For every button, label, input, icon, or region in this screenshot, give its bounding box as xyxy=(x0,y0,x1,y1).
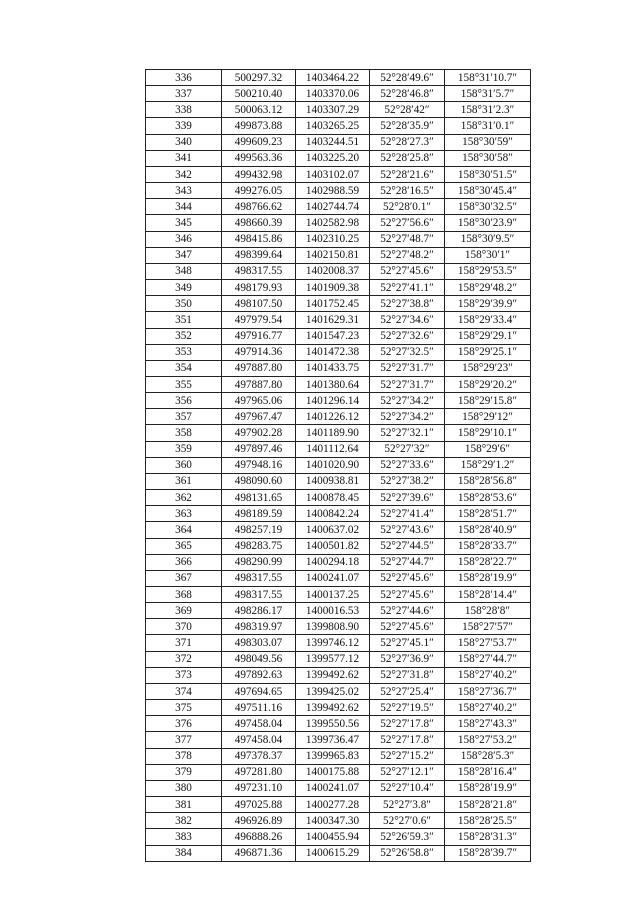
x-coordinate-cell: 498319.97 xyxy=(222,619,296,635)
point-number-cell: 370 xyxy=(146,619,222,635)
y-coordinate-cell: 1401112.64 xyxy=(296,441,370,457)
table-row xyxy=(146,409,531,425)
longitude-cell: 158°30′9.5″ xyxy=(445,231,531,247)
longitude-cell: 158°30′1″ xyxy=(445,247,531,263)
table-row xyxy=(146,312,531,328)
latitude-cell: 52°27′25.4″ xyxy=(370,683,445,699)
table-row xyxy=(146,86,531,102)
longitude-cell: 158°31′0.1″ xyxy=(445,118,531,134)
x-coordinate-cell: 498189.59 xyxy=(222,506,296,522)
y-coordinate-cell: 1399577.12 xyxy=(296,651,370,667)
latitude-cell: 52°28′25.8″ xyxy=(370,150,445,166)
y-coordinate-cell: 1400455.94 xyxy=(296,829,370,845)
latitude-cell: 52°26′58.8″ xyxy=(370,845,445,861)
latitude-cell: 52°27′31.7″ xyxy=(370,360,445,376)
point-number-cell: 380 xyxy=(146,780,222,796)
table-row xyxy=(146,780,531,796)
point-number-cell: 346 xyxy=(146,231,222,247)
point-number-cell: 373 xyxy=(146,667,222,683)
latitude-cell: 52°27′34.2″ xyxy=(370,409,445,425)
table-row xyxy=(146,393,531,409)
x-coordinate-cell: 497025.88 xyxy=(222,797,296,813)
longitude-cell: 158°28′39.7″ xyxy=(445,845,531,861)
x-coordinate-cell: 497694.65 xyxy=(222,683,296,699)
point-number-cell: 365 xyxy=(146,538,222,554)
point-number-cell: 378 xyxy=(146,748,222,764)
y-coordinate-cell: 1399808.90 xyxy=(296,619,370,635)
y-coordinate-cell: 1402582.98 xyxy=(296,215,370,231)
latitude-cell: 52°27′38.8″ xyxy=(370,296,445,312)
longitude-cell: 158°27′53.2″ xyxy=(445,732,531,748)
x-coordinate-cell: 499563.36 xyxy=(222,150,296,166)
longitude-cell: 158°27′36.7″ xyxy=(445,683,531,699)
x-coordinate-cell: 498283.75 xyxy=(222,538,296,554)
x-coordinate-cell: 500063.12 xyxy=(222,102,296,118)
y-coordinate-cell: 1403307.29 xyxy=(296,102,370,118)
x-coordinate-cell: 498766.62 xyxy=(222,199,296,215)
x-coordinate-cell: 499609.23 xyxy=(222,134,296,150)
point-number-cell: 354 xyxy=(146,360,222,376)
y-coordinate-cell: 1400241.07 xyxy=(296,570,370,586)
latitude-cell: 52°27′45.6″ xyxy=(370,619,445,635)
coordinates-table xyxy=(145,69,531,862)
longitude-cell: 158°28′25.5″ xyxy=(445,813,531,829)
x-coordinate-cell: 497902.28 xyxy=(222,425,296,441)
table-row xyxy=(146,732,531,748)
x-coordinate-cell: 499432.98 xyxy=(222,166,296,182)
latitude-cell: 52°27′3.8″ xyxy=(370,797,445,813)
table-row xyxy=(146,247,531,263)
y-coordinate-cell: 1401909.38 xyxy=(296,280,370,296)
longitude-cell: 158°30′32.5″ xyxy=(445,199,531,215)
point-number-cell: 345 xyxy=(146,215,222,231)
y-coordinate-cell: 1400175.88 xyxy=(296,764,370,780)
x-coordinate-cell: 498303.07 xyxy=(222,635,296,651)
point-number-cell: 348 xyxy=(146,263,222,279)
table-row xyxy=(146,764,531,780)
latitude-cell: 52°27′48.2″ xyxy=(370,247,445,263)
latitude-cell: 52°27′19.5″ xyxy=(370,700,445,716)
point-number-cell: 340 xyxy=(146,134,222,150)
point-number-cell: 351 xyxy=(146,312,222,328)
y-coordinate-cell: 1400294.18 xyxy=(296,554,370,570)
y-coordinate-cell: 1401629.31 xyxy=(296,312,370,328)
point-number-cell: 339 xyxy=(146,118,222,134)
table-row xyxy=(146,619,531,635)
point-number-cell: 376 xyxy=(146,716,222,732)
x-coordinate-cell: 498107.50 xyxy=(222,296,296,312)
longitude-cell: 158°30′59″ xyxy=(445,134,531,150)
table-row xyxy=(146,797,531,813)
longitude-cell: 158°29′12″ xyxy=(445,409,531,425)
y-coordinate-cell: 1399736.47 xyxy=(296,732,370,748)
x-coordinate-cell: 500210.40 xyxy=(222,86,296,102)
x-coordinate-cell: 498286.17 xyxy=(222,603,296,619)
latitude-cell: 52°27′44.5″ xyxy=(370,538,445,554)
x-coordinate-cell: 498317.55 xyxy=(222,570,296,586)
point-number-cell: 352 xyxy=(146,328,222,344)
x-coordinate-cell: 497979.54 xyxy=(222,312,296,328)
point-number-cell: 383 xyxy=(146,829,222,845)
point-number-cell: 366 xyxy=(146,554,222,570)
x-coordinate-cell: 497916.77 xyxy=(222,328,296,344)
latitude-cell: 52°27′45.6″ xyxy=(370,587,445,603)
latitude-cell: 52°27′44.7″ xyxy=(370,554,445,570)
table-row xyxy=(146,296,531,312)
table-row xyxy=(146,360,531,376)
table-row xyxy=(146,118,531,134)
latitude-cell: 52°27′48.7″ xyxy=(370,231,445,247)
point-number-cell: 382 xyxy=(146,813,222,829)
latitude-cell: 52°27′34.6″ xyxy=(370,312,445,328)
x-coordinate-cell: 497458.04 xyxy=(222,716,296,732)
table-row xyxy=(146,328,531,344)
latitude-cell: 52°27′39.6″ xyxy=(370,490,445,506)
x-coordinate-cell: 498179.93 xyxy=(222,280,296,296)
latitude-cell: 52°28′42″ xyxy=(370,102,445,118)
latitude-cell: 52°27′15.2″ xyxy=(370,748,445,764)
table-row xyxy=(146,457,531,473)
longitude-cell: 158°29′20.2″ xyxy=(445,376,531,392)
point-number-cell: 357 xyxy=(146,409,222,425)
longitude-cell: 158°27′57″ xyxy=(445,619,531,635)
table-row xyxy=(146,102,531,118)
latitude-cell: 52°27′10.4″ xyxy=(370,780,445,796)
x-coordinate-cell: 498399.64 xyxy=(222,247,296,263)
point-number-cell: 349 xyxy=(146,280,222,296)
longitude-cell: 158°28′33.7″ xyxy=(445,538,531,554)
latitude-cell: 52°27′31.7″ xyxy=(370,376,445,392)
x-coordinate-cell: 497281.80 xyxy=(222,764,296,780)
latitude-cell: 52°26′59.3″ xyxy=(370,829,445,845)
table-row xyxy=(146,150,531,166)
point-number-cell: 377 xyxy=(146,732,222,748)
table-row xyxy=(146,554,531,570)
latitude-cell: 52°28′49.6″ xyxy=(370,70,445,86)
y-coordinate-cell: 1401547.23 xyxy=(296,328,370,344)
x-coordinate-cell: 498131.65 xyxy=(222,490,296,506)
point-number-cell: 343 xyxy=(146,183,222,199)
y-coordinate-cell: 1402988.59 xyxy=(296,183,370,199)
longitude-cell: 158°30′45.4″ xyxy=(445,183,531,199)
table-row xyxy=(146,813,531,829)
longitude-cell: 158°28′21.8″ xyxy=(445,797,531,813)
point-number-cell: 344 xyxy=(146,199,222,215)
longitude-cell: 158°28′31.3″ xyxy=(445,829,531,845)
y-coordinate-cell: 1400277.28 xyxy=(296,797,370,813)
x-coordinate-cell: 500297.32 xyxy=(222,70,296,86)
x-coordinate-cell: 499873.88 xyxy=(222,118,296,134)
longitude-cell: 158°29′6″ xyxy=(445,441,531,457)
table-row xyxy=(146,263,531,279)
table-row xyxy=(146,603,531,619)
longitude-cell: 158°30′51.5″ xyxy=(445,166,531,182)
latitude-cell: 52°27′31.8″ xyxy=(370,667,445,683)
longitude-cell: 158°27′53.7″ xyxy=(445,635,531,651)
y-coordinate-cell: 1400878.45 xyxy=(296,490,370,506)
latitude-cell: 52°27′33.6″ xyxy=(370,457,445,473)
table-row xyxy=(146,441,531,457)
point-number-cell: 372 xyxy=(146,651,222,667)
table-row xyxy=(146,506,531,522)
y-coordinate-cell: 1400501.82 xyxy=(296,538,370,554)
latitude-cell: 52°27′34.2″ xyxy=(370,393,445,409)
latitude-cell: 52°27′0.6″ xyxy=(370,813,445,829)
longitude-cell: 158°28′19.9″ xyxy=(445,570,531,586)
y-coordinate-cell: 1400615.29 xyxy=(296,845,370,861)
latitude-cell: 52°27′32.1″ xyxy=(370,425,445,441)
y-coordinate-cell: 1403244.51 xyxy=(296,134,370,150)
longitude-cell: 158°29′48.2″ xyxy=(445,280,531,296)
y-coordinate-cell: 1400016.53 xyxy=(296,603,370,619)
point-number-cell: 363 xyxy=(146,506,222,522)
longitude-cell: 158°29′1.2″ xyxy=(445,457,531,473)
longitude-cell: 158°29′15.8″ xyxy=(445,393,531,409)
point-number-cell: 347 xyxy=(146,247,222,263)
latitude-cell: 52°28′46.8″ xyxy=(370,86,445,102)
y-coordinate-cell: 1401226.12 xyxy=(296,409,370,425)
table-row xyxy=(146,183,531,199)
y-coordinate-cell: 1401020.90 xyxy=(296,457,370,473)
x-coordinate-cell: 497887.80 xyxy=(222,360,296,376)
point-number-cell: 353 xyxy=(146,344,222,360)
table-row xyxy=(146,570,531,586)
point-number-cell: 362 xyxy=(146,490,222,506)
latitude-cell: 52°28′0.1″ xyxy=(370,199,445,215)
x-coordinate-cell: 497965.06 xyxy=(222,393,296,409)
y-coordinate-cell: 1401752.45 xyxy=(296,296,370,312)
latitude-cell: 52°27′41.4″ xyxy=(370,506,445,522)
x-coordinate-cell: 497892.63 xyxy=(222,667,296,683)
y-coordinate-cell: 1399965.83 xyxy=(296,748,370,764)
table-row xyxy=(146,716,531,732)
y-coordinate-cell: 1401433.75 xyxy=(296,360,370,376)
x-coordinate-cell: 499276.05 xyxy=(222,183,296,199)
latitude-cell: 52°27′41.1″ xyxy=(370,280,445,296)
point-number-cell: 360 xyxy=(146,457,222,473)
x-coordinate-cell: 497458.04 xyxy=(222,732,296,748)
table-row xyxy=(146,587,531,603)
latitude-cell: 52°28′16.5″ xyxy=(370,183,445,199)
x-coordinate-cell: 496871.36 xyxy=(222,845,296,861)
x-coordinate-cell: 497897.46 xyxy=(222,441,296,457)
table-row xyxy=(146,845,531,861)
longitude-cell: 158°27′43.3″ xyxy=(445,716,531,732)
x-coordinate-cell: 497887.80 xyxy=(222,376,296,392)
latitude-cell: 52°27′12.1″ xyxy=(370,764,445,780)
x-coordinate-cell: 498415.86 xyxy=(222,231,296,247)
point-number-cell: 361 xyxy=(146,473,222,489)
longitude-cell: 158°31′2.3″ xyxy=(445,102,531,118)
y-coordinate-cell: 1399550.56 xyxy=(296,716,370,732)
x-coordinate-cell: 498660.39 xyxy=(222,215,296,231)
table-row xyxy=(146,166,531,182)
table-row xyxy=(146,473,531,489)
latitude-cell: 52°27′44.6″ xyxy=(370,603,445,619)
point-number-cell: 375 xyxy=(146,700,222,716)
y-coordinate-cell: 1403370.06 xyxy=(296,86,370,102)
table-row xyxy=(146,829,531,845)
table-row xyxy=(146,376,531,392)
table-row xyxy=(146,199,531,215)
point-number-cell: 337 xyxy=(146,86,222,102)
x-coordinate-cell: 498257.19 xyxy=(222,522,296,538)
latitude-cell: 52°27′45.6″ xyxy=(370,570,445,586)
point-number-cell: 367 xyxy=(146,570,222,586)
x-coordinate-cell: 497967.47 xyxy=(222,409,296,425)
longitude-cell: 158°29′10.1″ xyxy=(445,425,531,441)
point-number-cell: 350 xyxy=(146,296,222,312)
x-coordinate-cell: 497378.37 xyxy=(222,748,296,764)
y-coordinate-cell: 1400637.02 xyxy=(296,522,370,538)
longitude-cell: 158°28′56.8″ xyxy=(445,473,531,489)
point-number-cell: 364 xyxy=(146,522,222,538)
y-coordinate-cell: 1400241.07 xyxy=(296,780,370,796)
y-coordinate-cell: 1399492.62 xyxy=(296,700,370,716)
longitude-cell: 158°27′40.2″ xyxy=(445,667,531,683)
longitude-cell: 158°28′5.3″ xyxy=(445,748,531,764)
table-row xyxy=(146,70,531,86)
x-coordinate-cell: 498090.60 xyxy=(222,473,296,489)
point-number-cell: 384 xyxy=(146,845,222,861)
table-row xyxy=(146,538,531,554)
table-row xyxy=(146,700,531,716)
latitude-cell: 52°27′32″ xyxy=(370,441,445,457)
y-coordinate-cell: 1399746.12 xyxy=(296,635,370,651)
table-row xyxy=(146,748,531,764)
y-coordinate-cell: 1401296.14 xyxy=(296,393,370,409)
table-row xyxy=(146,344,531,360)
y-coordinate-cell: 1401380.64 xyxy=(296,376,370,392)
longitude-cell: 158°27′44.7″ xyxy=(445,651,531,667)
longitude-cell: 158°28′19.9″ xyxy=(445,780,531,796)
y-coordinate-cell: 1400938.81 xyxy=(296,473,370,489)
longitude-cell: 158°29′25.1″ xyxy=(445,344,531,360)
longitude-cell: 158°28′22.7″ xyxy=(445,554,531,570)
latitude-cell: 52°28′35.9″ xyxy=(370,118,445,134)
y-coordinate-cell: 1402150.81 xyxy=(296,247,370,263)
x-coordinate-cell: 498290.99 xyxy=(222,554,296,570)
table-row xyxy=(146,683,531,699)
x-coordinate-cell: 498317.55 xyxy=(222,263,296,279)
latitude-cell: 52°27′32.6″ xyxy=(370,328,445,344)
y-coordinate-cell: 1399492.62 xyxy=(296,667,370,683)
y-coordinate-cell: 1402744.74 xyxy=(296,199,370,215)
longitude-cell: 158°29′33.4″ xyxy=(445,312,531,328)
longitude-cell: 158°29′29.1″ xyxy=(445,328,531,344)
point-number-cell: 368 xyxy=(146,587,222,603)
x-coordinate-cell: 497511.16 xyxy=(222,700,296,716)
longitude-cell: 158°31′10.7″ xyxy=(445,70,531,86)
point-number-cell: 374 xyxy=(146,683,222,699)
coordinates-table-body xyxy=(146,70,531,862)
latitude-cell: 52°27′32.5″ xyxy=(370,344,445,360)
y-coordinate-cell: 1400842.24 xyxy=(296,506,370,522)
y-coordinate-cell: 1401472.38 xyxy=(296,344,370,360)
longitude-cell: 158°30′23.9″ xyxy=(445,215,531,231)
x-coordinate-cell: 496926.89 xyxy=(222,813,296,829)
latitude-cell: 52°27′45.6″ xyxy=(370,263,445,279)
table-row xyxy=(146,134,531,150)
longitude-cell: 158°28′53.6″ xyxy=(445,490,531,506)
x-coordinate-cell: 498049.56 xyxy=(222,651,296,667)
point-number-cell: 369 xyxy=(146,603,222,619)
point-number-cell: 379 xyxy=(146,764,222,780)
latitude-cell: 52°27′36.9″ xyxy=(370,651,445,667)
latitude-cell: 52°27′38.2″ xyxy=(370,473,445,489)
table-row xyxy=(146,425,531,441)
y-coordinate-cell: 1399425.02 xyxy=(296,683,370,699)
point-number-cell: 336 xyxy=(146,70,222,86)
latitude-cell: 52°27′43.6″ xyxy=(370,522,445,538)
latitude-cell: 52°27′17.8″ xyxy=(370,732,445,748)
point-number-cell: 356 xyxy=(146,393,222,409)
latitude-cell: 52°28′21.6″ xyxy=(370,166,445,182)
longitude-cell: 158°31′5.7″ xyxy=(445,86,531,102)
point-number-cell: 371 xyxy=(146,635,222,651)
x-coordinate-cell: 497914.36 xyxy=(222,344,296,360)
longitude-cell: 158°27′40.2″ xyxy=(445,700,531,716)
latitude-cell: 52°27′17.8″ xyxy=(370,716,445,732)
y-coordinate-cell: 1400137.25 xyxy=(296,587,370,603)
table-row xyxy=(146,215,531,231)
latitude-cell: 52°28′27.3″ xyxy=(370,134,445,150)
y-coordinate-cell: 1403225.20 xyxy=(296,150,370,166)
point-number-cell: 359 xyxy=(146,441,222,457)
y-coordinate-cell: 1403265.25 xyxy=(296,118,370,134)
point-number-cell: 355 xyxy=(146,376,222,392)
y-coordinate-cell: 1402310.25 xyxy=(296,231,370,247)
point-number-cell: 341 xyxy=(146,150,222,166)
longitude-cell: 158°30′58″ xyxy=(445,150,531,166)
table-row xyxy=(146,667,531,683)
y-coordinate-cell: 1402008.37 xyxy=(296,263,370,279)
table-row xyxy=(146,231,531,247)
point-number-cell: 342 xyxy=(146,166,222,182)
y-coordinate-cell: 1403464.22 xyxy=(296,70,370,86)
longitude-cell: 158°28′14.4″ xyxy=(445,587,531,603)
longitude-cell: 158°28′51.7″ xyxy=(445,506,531,522)
table-row xyxy=(146,280,531,296)
x-coordinate-cell: 497948.16 xyxy=(222,457,296,473)
table-row xyxy=(146,490,531,506)
longitude-cell: 158°28′8″ xyxy=(445,603,531,619)
table-row xyxy=(146,635,531,651)
longitude-cell: 158°28′16.4″ xyxy=(445,764,531,780)
x-coordinate-cell: 498317.55 xyxy=(222,587,296,603)
x-coordinate-cell: 496888.26 xyxy=(222,829,296,845)
y-coordinate-cell: 1401189.90 xyxy=(296,425,370,441)
point-number-cell: 358 xyxy=(146,425,222,441)
y-coordinate-cell: 1403102.07 xyxy=(296,166,370,182)
table-row xyxy=(146,651,531,667)
latitude-cell: 52°27′45.1″ xyxy=(370,635,445,651)
point-number-cell: 338 xyxy=(146,102,222,118)
table-row xyxy=(146,522,531,538)
point-number-cell: 381 xyxy=(146,797,222,813)
longitude-cell: 158°29′23″ xyxy=(445,360,531,376)
longitude-cell: 158°29′39.9″ xyxy=(445,296,531,312)
longitude-cell: 158°29′53.5″ xyxy=(445,263,531,279)
y-coordinate-cell: 1400347.30 xyxy=(296,813,370,829)
longitude-cell: 158°28′40.9″ xyxy=(445,522,531,538)
x-coordinate-cell: 497231.10 xyxy=(222,780,296,796)
latitude-cell: 52°27′56.6″ xyxy=(370,215,445,231)
